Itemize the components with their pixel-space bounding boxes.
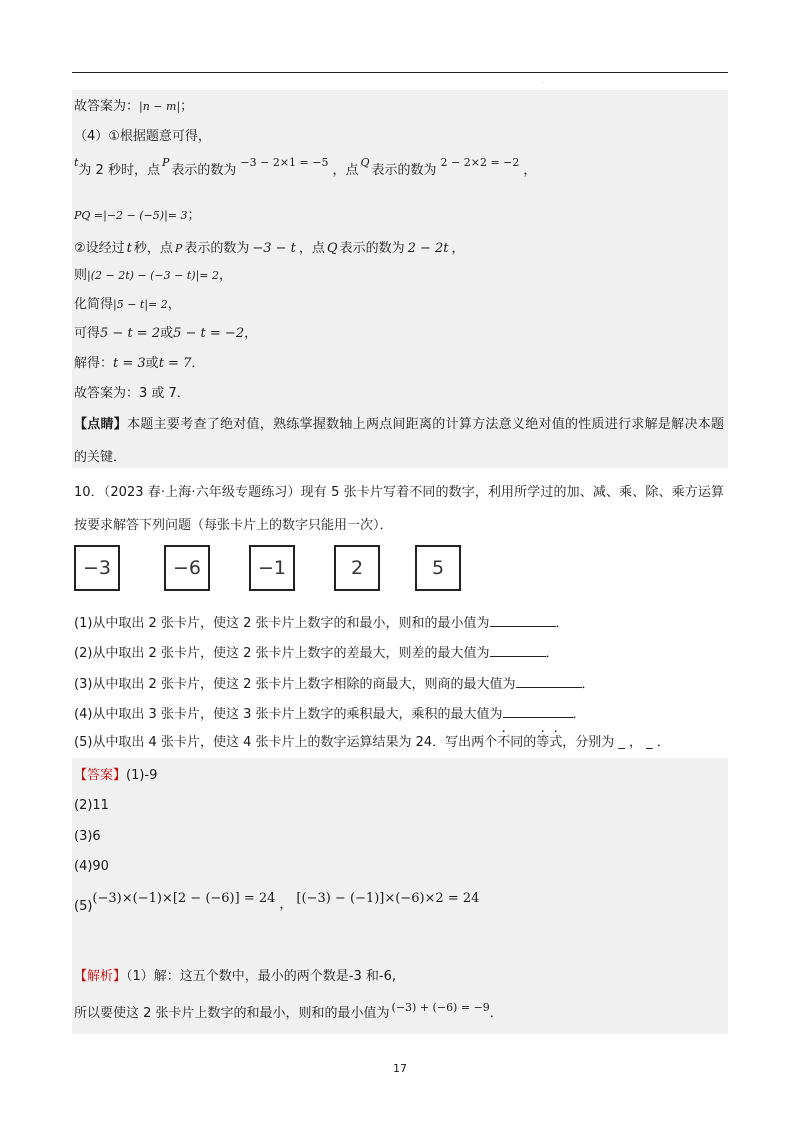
comment-paragraph: 【点睛】本题主要考查了绝对值，熟练掌握数轴上两点间距离的计算方法意义绝对值的性质进行求解是解决本题的关键． <box>74 417 724 465</box>
part-5: (5)从中取出 4 张卡片，使这 4 张卡片上的数字运算结果为 24．写出两个不同的等式，分别为 _ ， _ ． <box>74 735 670 750</box>
step-line-8: 可得5 − t = 2或5 − t = −2， <box>74 326 258 341</box>
card-3: −1 <box>249 545 295 591</box>
part-4: (4)从中取出 3 张卡片，使这 3 张卡片上数字的乘积最大，乘积的最大值为 ． <box>74 703 586 724</box>
answer-3: (3)6 <box>74 829 101 844</box>
card-1: −3 <box>74 545 120 591</box>
analysis-2: 所以要使这 2 张卡片上数字的和最小，则和的最小值为 $^{(-3) + (-6) = -9}$． <box>74 1001 503 1021</box>
part-3: (3)从中取出 2 张卡片，使这 2 张卡片上数字相除的商最大，则商的最大值为 ． <box>74 673 595 694</box>
header-rule <box>72 72 728 73</box>
step-line-6: 则|(2 − 2t) − (−3 − t)|= 2， <box>74 268 233 283</box>
answer-2: (2)11 <box>74 798 109 813</box>
page-number: 17 <box>393 1062 407 1075</box>
question-text: 10．（2023 春·上海·六年级专题练习）现有 5 张卡片写着不同的数字，利用所学过的加、减、乘、除、乘方运算按要求解答下列问题（每张卡片上的数字只能用一次）． <box>74 485 724 533</box>
step-heading: （4）①根据题意可得， <box>74 129 211 144</box>
part-2: (2)从中取出 2 张卡片，使这 2 张卡片上数字的差最大，则差的最大值为 ． <box>74 642 559 663</box>
step-line-5: ②设经过 t 秒，点 P 表示的数为 −3 − t ，点 Q 表示的数为 2 − 2t ， <box>74 241 465 256</box>
answer-5: (5)(−3)×(−1)×[2 − (−6)] = 24 ， [(−3) − (−1)]×(−6)×2 = 24 <box>74 891 480 914</box>
analysis-1: 【解析】（1）解：这五个数中，最小的两个数是-3 和-6, <box>74 969 396 984</box>
step-line-7: 化简得|5 − t|= 2， <box>74 297 181 312</box>
step-line-4: PQ =|−2 − (−5)|= 3； <box>74 208 201 223</box>
number-cards <box>0 545 800 593</box>
answer-1: 【答案】(1)-9 <box>74 768 158 783</box>
answer-line: 故答案为：|n − m|； <box>74 99 194 114</box>
answer-4: (4)90 <box>74 859 109 874</box>
step-line-9: 解得：t = 3或t = 7． <box>74 356 205 371</box>
step-line-3: $^t$为 2 秒时，点$^P$表示的数为$^{-3 - 2\times 1 = -5}$，点$^Q$表示的数为$^{2 - 2\times 2 = -2}$， <box>74 156 537 178</box>
card-4: 2 <box>334 545 380 591</box>
final-answer: 故答案为：3 或 7． <box>74 386 190 401</box>
card-2: −6 <box>164 545 210 591</box>
part-1: (1)从中取出 2 张卡片，使这 2 张卡片上数字的和最小，则和的最小值为 ． <box>74 612 569 633</box>
card-5: 5 <box>415 545 461 591</box>
header-mark: · <box>542 80 544 87</box>
